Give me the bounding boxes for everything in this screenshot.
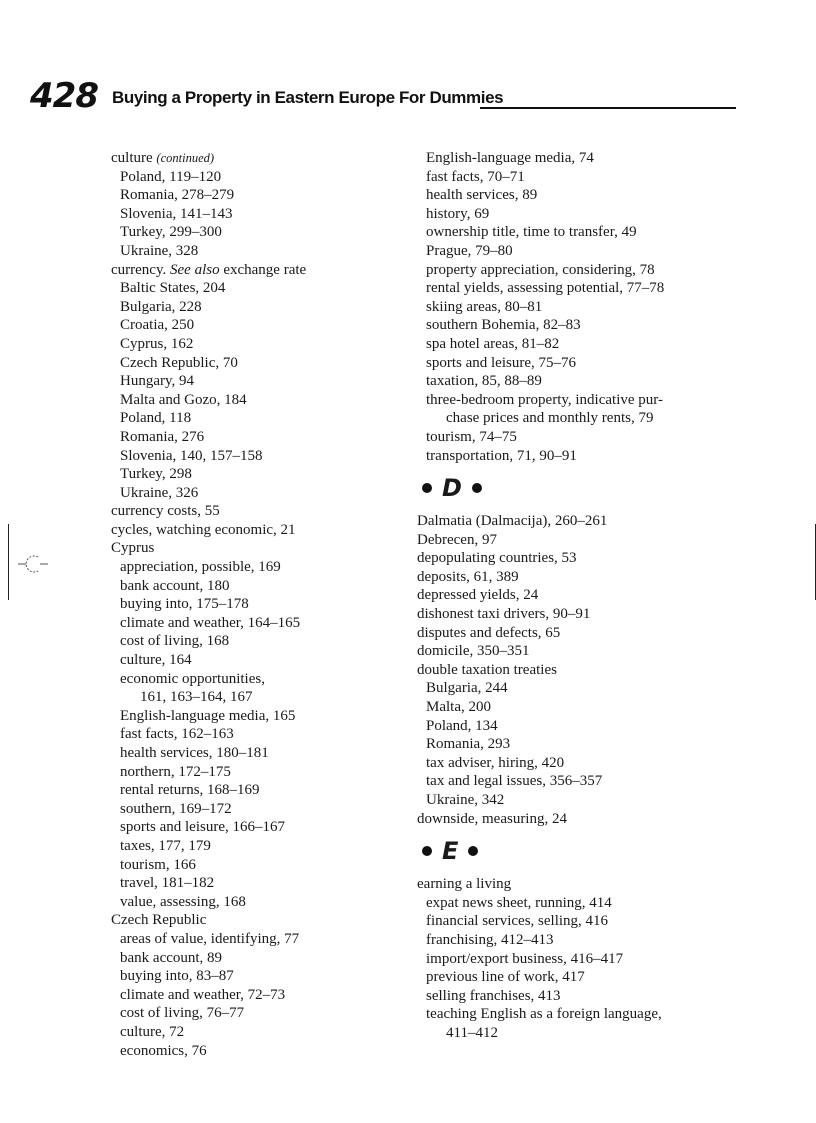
- index-subentry: [417, 968, 717, 987]
- entry-text: rental yields, assessing potential, 77–78: [426, 280, 665, 297]
- index-entry: [111, 521, 411, 540]
- entry-text: import/export business, 416–417: [426, 950, 624, 967]
- entry-text: franchising, 412–413: [426, 931, 554, 948]
- entry-text: sports and leisure, 75–76: [426, 354, 576, 371]
- index-subentry: [417, 1005, 717, 1024]
- entry-text: earning a living: [417, 876, 512, 893]
- entry-text: tax and legal issues, 356–357: [426, 773, 603, 790]
- index-subentry: [111, 707, 411, 726]
- see-also-target: exchange rate: [223, 261, 307, 278]
- index-subentry: [111, 298, 411, 317]
- entry-text: southern Bohemia, 82–83: [426, 317, 581, 334]
- entry-text: domicile, 350–351: [417, 643, 530, 660]
- bullet-icon: [422, 483, 432, 493]
- section-letter: D: [442, 474, 462, 503]
- index-entries-d: [417, 512, 717, 828]
- index-subentry: [111, 837, 411, 856]
- entry-text: currency costs, 55: [111, 503, 220, 520]
- entry-text: depopulating countries, 53: [417, 550, 577, 567]
- index-subentry: [111, 670, 411, 689]
- index-subentry: [417, 391, 717, 410]
- index-subentry: [417, 335, 717, 354]
- entry-text: Romania, 293: [426, 736, 511, 753]
- index-entry: [417, 586, 717, 605]
- entry-text: cost of living, 168: [120, 633, 230, 650]
- index-entry: [417, 512, 717, 531]
- index-subentry: [111, 632, 411, 651]
- index-subentry: [111, 614, 411, 633]
- running-header: [30, 76, 710, 116]
- entry-text: Cyprus, 162: [120, 335, 194, 352]
- entry-text: spa hotel areas, 81–82: [426, 335, 560, 352]
- entry-text: rental returns, 168–169: [120, 782, 260, 799]
- entry-text: tourism, 166: [120, 856, 196, 873]
- index-subentry: [111, 725, 411, 744]
- index-subentry: [111, 651, 411, 670]
- entry-text: economics, 76: [120, 1042, 207, 1059]
- index-subentry: [111, 967, 411, 986]
- entry-text: Hungary, 94: [120, 373, 195, 390]
- entry-text: buying into, 175–178: [120, 596, 249, 613]
- page-number: 428: [30, 76, 98, 116]
- index-entry: [417, 605, 717, 624]
- index-subentry: [417, 987, 717, 1006]
- entry-text: double taxation treaties: [417, 661, 557, 678]
- bullet-icon: [472, 483, 482, 493]
- index-subentry: [111, 744, 411, 763]
- entry-text: Turkey, 298: [120, 466, 192, 483]
- entry-text: deposits, 61, 389: [417, 568, 519, 585]
- index-subentry: [111, 856, 411, 875]
- index-entry: [417, 810, 717, 829]
- entry-text: transportation, 71, 90–91: [426, 447, 577, 464]
- entry-text: cost of living, 76–77: [120, 1005, 245, 1022]
- index-subentry: [111, 409, 411, 428]
- entry-text: fast facts, 162–163: [120, 726, 234, 743]
- entry-text: sports and leisure, 166–167: [120, 819, 285, 836]
- registration-mark-icon: [18, 553, 48, 575]
- entry-text: health services, 89: [426, 187, 538, 204]
- index-entry: [417, 661, 717, 680]
- section-heading-d: [422, 473, 717, 503]
- index-subentry: [417, 428, 717, 447]
- see-also-label: See also: [170, 261, 220, 278]
- index-subentry: [111, 763, 411, 782]
- entry-text: teaching English as a foreign language,: [426, 1006, 662, 1023]
- index-subentry: [417, 316, 717, 335]
- index-subentry: [417, 298, 717, 317]
- entry-text: depressed yields, 24: [417, 587, 539, 604]
- index-entry: [417, 875, 717, 894]
- entry-text: previous line of work, 417: [426, 969, 585, 986]
- index-subentry: [417, 931, 717, 950]
- index-subentry: [417, 950, 717, 969]
- entry-text: property appreciation, considering, 78: [426, 261, 655, 278]
- entry-text: buying into, 83–87: [120, 968, 234, 985]
- entry-text: Bulgaria, 244: [426, 680, 508, 697]
- section-letter: E: [442, 837, 459, 866]
- entry-text: 411–412: [446, 1024, 498, 1041]
- index-subentry: [417, 912, 717, 931]
- entry-text: Baltic States, 204: [120, 280, 226, 297]
- index-subentry: [417, 149, 717, 168]
- entry-text: Dalmatia (Dalmacija), 260–261: [417, 513, 608, 530]
- entry-text: tourism, 74–75: [426, 428, 517, 445]
- entry-text: bank account, 89: [120, 949, 223, 966]
- index-subentry: [417, 1024, 717, 1043]
- index-subentry: [111, 279, 411, 298]
- index-subentry: [417, 717, 717, 736]
- index-subentry: [111, 447, 411, 466]
- index-subentry: [111, 168, 411, 187]
- entry-text: history, 69: [426, 205, 490, 222]
- entry-text: Cyprus: [111, 540, 155, 557]
- index-subentry: [111, 595, 411, 614]
- index-subentry: [417, 772, 717, 791]
- entry-text: travel, 181–182: [120, 875, 215, 892]
- index-subentry: [417, 791, 717, 810]
- header-rule: [480, 107, 736, 109]
- entry-text: Ukraine, 328: [120, 242, 199, 259]
- entry-text: Czech Republic: [111, 912, 207, 929]
- entry-text: northern, 172–175: [120, 763, 231, 780]
- bullet-icon: [422, 846, 432, 856]
- index-subentry: [417, 894, 717, 913]
- index-entry: [417, 624, 717, 643]
- entry-text: culture, 164: [120, 652, 192, 669]
- entry-text: climate and weather, 164–165: [120, 614, 301, 631]
- entry-text: Slovenia, 140, 157–158: [120, 447, 263, 464]
- index-subentry: [111, 874, 411, 893]
- entry-text: economic opportunities,: [120, 670, 265, 687]
- index-subentry: [111, 558, 411, 577]
- entry-text: English-language media, 74: [426, 150, 594, 166]
- entry-text: taxation, 85, 88–89: [426, 373, 542, 390]
- index-subentry: [111, 1004, 411, 1023]
- entry-text: downside, measuring, 24: [417, 810, 567, 827]
- index-entry: [111, 261, 411, 280]
- index-subentry: [417, 205, 717, 224]
- entry-text: culture, 72: [120, 1023, 185, 1040]
- index-subentry: [417, 261, 717, 280]
- index-subentry: [111, 354, 411, 373]
- entry-text: bank account, 180: [120, 577, 230, 594]
- index-entry: [417, 568, 717, 587]
- entry-text: Romania, 276: [120, 428, 205, 445]
- index-subentry: [417, 279, 717, 298]
- entry-text: areas of value, identifying, 77: [120, 930, 300, 947]
- index-subentry: [417, 242, 717, 261]
- index-subentry: [417, 698, 717, 717]
- index-subentry: [111, 186, 411, 205]
- entry-text: tax adviser, hiring, 420: [426, 754, 565, 771]
- index-subentry: [111, 930, 411, 949]
- index-subentry: [111, 316, 411, 335]
- index-subentry: [417, 168, 717, 187]
- index-subentry: [417, 409, 717, 428]
- index-subentry: [417, 186, 717, 205]
- bullet-icon: [468, 846, 478, 856]
- index-subentry: [111, 205, 411, 224]
- entry-text: selling franchises, 413: [426, 987, 561, 1004]
- index-subentry: [111, 335, 411, 354]
- entry-text: Ukraine, 326: [120, 484, 199, 501]
- index-entries-e: [417, 875, 717, 1042]
- entry-text: Malta, 200: [426, 699, 491, 716]
- index-subentry: [111, 1023, 411, 1042]
- entry-text: southern, 169–172: [120, 800, 232, 817]
- entry-text: Malta and Gozo, 184: [120, 391, 247, 408]
- entry-text: ownership title, time to transfer, 49: [426, 224, 637, 241]
- index-subentry: [417, 679, 717, 698]
- index-subentry: [417, 372, 717, 391]
- index-subentry: [111, 800, 411, 819]
- index-subentry: [111, 781, 411, 800]
- entry-text: fast facts, 70–71: [426, 168, 525, 185]
- entry-text: Czech Republic, 70: [120, 354, 238, 371]
- index-subentry: [111, 484, 411, 503]
- index-entry: [417, 549, 717, 568]
- entry-text: English-language media, 165: [120, 707, 296, 724]
- index-subentry: [111, 428, 411, 447]
- index-subentry: [111, 391, 411, 410]
- entry-text: financial services, selling, 416: [426, 913, 609, 930]
- entry-text: climate and weather, 72–73: [120, 986, 286, 1003]
- index-column-left: [111, 149, 411, 1060]
- entry-continued-note: (continued): [156, 151, 215, 165]
- entry-text: culture: [111, 150, 153, 166]
- index-column-right: [417, 149, 717, 1043]
- index-subentry: [111, 818, 411, 837]
- crop-mark-left: [8, 524, 9, 600]
- index-entry: [111, 149, 411, 168]
- entry-text: skiing areas, 80–81: [426, 298, 543, 315]
- index-subentry: [111, 1042, 411, 1061]
- index-subentry: [111, 577, 411, 596]
- entry-text: expat news sheet, running, 414: [426, 894, 612, 911]
- entry-text: Poland, 119–120: [120, 168, 222, 185]
- entry-text: Croatia, 250: [120, 317, 195, 334]
- entry-text: disputes and defects, 65: [417, 624, 561, 641]
- entry-text: dishonest taxi drivers, 90–91: [417, 606, 591, 623]
- index-subentry: [111, 372, 411, 391]
- index-subentry: [417, 354, 717, 373]
- index-subentry: [417, 754, 717, 773]
- entry-text: cycles, watching economic, 21: [111, 521, 296, 538]
- section-heading-e: [422, 836, 717, 866]
- entry-text: Ukraine, 342: [426, 792, 505, 808]
- index-entry: [111, 539, 411, 558]
- entry-text: Slovenia, 141–143: [120, 205, 233, 222]
- index-entry: [111, 911, 411, 930]
- entry-text: taxes, 177, 179: [120, 837, 211, 854]
- book-title: Buying a Property in Eastern Europe For Dummies: [112, 88, 504, 107]
- entry-text: value, assessing, 168: [120, 893, 246, 910]
- index-subentry: [111, 465, 411, 484]
- index-subentry: [111, 949, 411, 968]
- index-entry: [417, 531, 717, 550]
- index-entry: [111, 502, 411, 521]
- index-subentry: [417, 447, 717, 466]
- index-subentry: [111, 242, 411, 261]
- entry-text: Turkey, 299–300: [120, 224, 222, 241]
- entry-text: health services, 180–181: [120, 745, 269, 761]
- index-subentry: [417, 223, 717, 242]
- entry-text: Prague, 79–80: [426, 242, 513, 259]
- index-subentry: [111, 986, 411, 1005]
- index-entry: [417, 642, 717, 661]
- index-subentry: [111, 688, 411, 707]
- entry-text: chase prices and monthly rents, 79: [446, 410, 654, 427]
- entry-text: Romania, 278–279: [120, 187, 235, 204]
- index-subentry: [111, 893, 411, 912]
- entry-text: Debrecen, 97: [417, 531, 497, 548]
- entry-text: Poland, 118: [120, 410, 192, 427]
- entry-text: Poland, 134: [426, 717, 498, 734]
- entry-text: Bulgaria, 228: [120, 298, 202, 315]
- entry-text: currency.: [111, 261, 167, 278]
- index-subentry: [111, 223, 411, 242]
- entry-text: 161, 163–164, 167: [140, 689, 253, 706]
- entry-text: appreciation, possible, 169: [120, 559, 281, 576]
- index-entries-c-continued: [417, 149, 717, 465]
- entry-text: three-bedroom property, indicative pur-: [426, 391, 663, 408]
- index-subentry: [417, 735, 717, 754]
